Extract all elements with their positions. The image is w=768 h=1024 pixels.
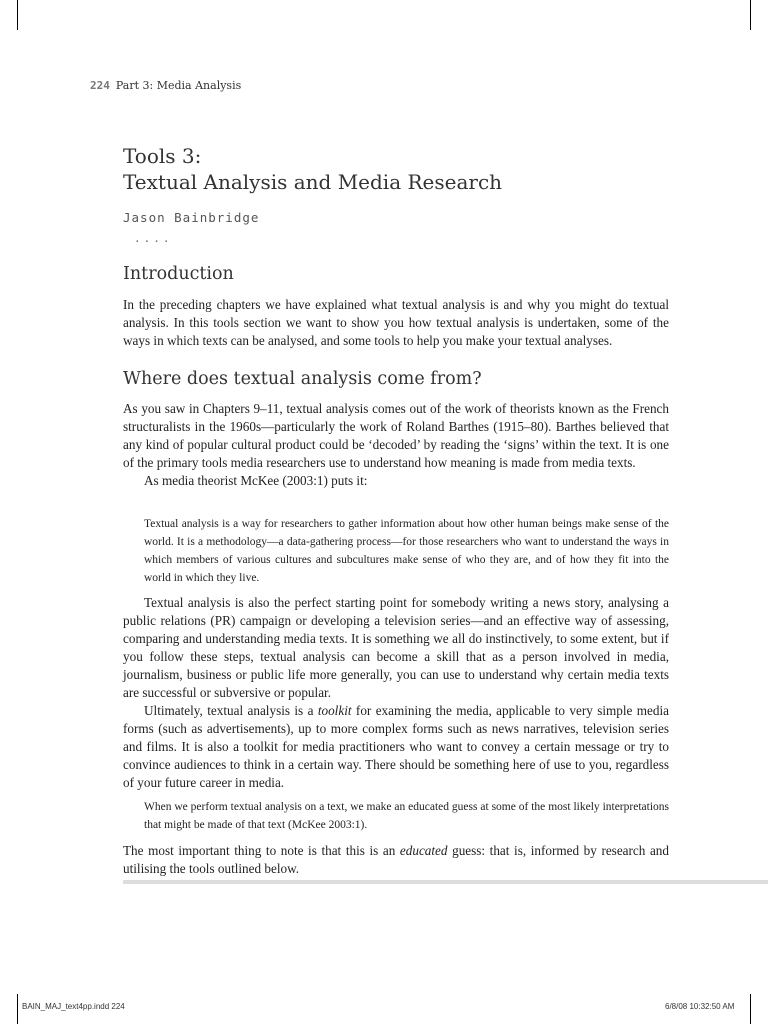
footer-file: BAIN_MAJ_text4pp.indd 224: [22, 1002, 125, 1011]
p4-emphasis: toolkit: [317, 703, 352, 718]
p4-text-end: for examining the media, applicable to very simple media forms (such as advertisements), up to more complex forms such as news narratives, television series and films. It is also a toolkit for media practitioners who want to convey a certain message or try to convince audiences to think in a certain way. There should be something here of use to you, regardless of your future career in media.: [123, 703, 669, 790]
heading-origin: Where does textual analysis come from?: [123, 369, 482, 389]
origin-paragraph-5: [123, 842, 669, 878]
chapter-title-line2: Textual Analysis and Media Research: [123, 170, 503, 194]
origin-paragraph-1: As you saw in Chapters 9–11, textual analysis comes out of the work of theorists known as the French structuralists in the 1960s—particularly the work of Roland Barthes (1915–80). Barthes believed that any kind of popular cultural product could be ‘decoded’ by reading the ‘signs’ within the text. It is one of the primary tools media researchers use to understand how meaning is made from media texts.: [123, 401, 669, 470]
page-number: 224: [90, 79, 110, 92]
p5-emphasis: educated: [399, 843, 448, 858]
heading-introduction: Introduction: [123, 264, 234, 284]
author-name: Jason Bainbridge: [123, 210, 260, 225]
introduction-body: [123, 296, 669, 350]
footer-timestamp: 6/8/08 10:32:50 AM: [665, 1002, 735, 1011]
running-head: [90, 79, 241, 92]
origin-body-1: [123, 400, 669, 490]
introduction-paragraph: In the preceding chapters we have explained what textual analysis is and why you might do textual analysis. In this tools section we want to show you how textual analysis is undertaken, some of the ways in which texts can be analysed, and some tools to help you make your textual analyses.: [123, 297, 669, 348]
origin-paragraph-2: As media theorist McKee (2003:1) puts it:: [144, 473, 368, 488]
origin-body-2: [123, 594, 669, 792]
chapter-title-line1: Tools 3:: [123, 144, 202, 168]
running-head-text: Part 3: Media Analysis: [115, 79, 242, 92]
crop-mark-top-left: [17, 0, 18, 30]
block-quote-1: Textual analysis is a way for researchers to gather information about how other human beings make sense of the world. It is a methodology—a data-gathering process—for those researchers who want to understand the ways in which members of various cultures and subcultures make sense of who they are, and of how they fit into the world in which they live.: [144, 518, 669, 584]
p5-text-end: guess: that is, informed by research and utilising the tools outlined below.: [123, 843, 669, 876]
crop-mark-bottom-left: [17, 994, 18, 1024]
origin-body-3: [123, 842, 669, 878]
chapter-title: [123, 143, 502, 195]
page-rule: [123, 880, 768, 884]
ornament-dots: ....: [134, 232, 173, 245]
origin-paragraph-3: Textual analysis is also the perfect starting point for somebody writing a news story, analysing a public relations (PR) campaign or developing a television series—and an effective way of assessing, comparing and understanding media texts. It is something we all do instinctively, to some extent, but if you follow these steps, textual analysis can become a skill that as a person involved in media, journalism, business or public life more generally, you can use to understand why certain media texts are successful or subversive or popular.: [123, 595, 669, 700]
p4-text-start: Ultimately, textual analysis is a: [144, 703, 318, 718]
origin-paragraph-4: [123, 702, 669, 792]
crop-mark-bottom-right: [750, 994, 751, 1024]
block-quote-2: When we perform textual analysis on a text, we make an educated guess at some of the most likely interpretations that might be made of that text (McKee 2003:1).: [144, 801, 669, 831]
p5-text-start: The most important thing to note is that this is an: [123, 843, 400, 858]
crop-mark-top-right: [750, 0, 751, 30]
